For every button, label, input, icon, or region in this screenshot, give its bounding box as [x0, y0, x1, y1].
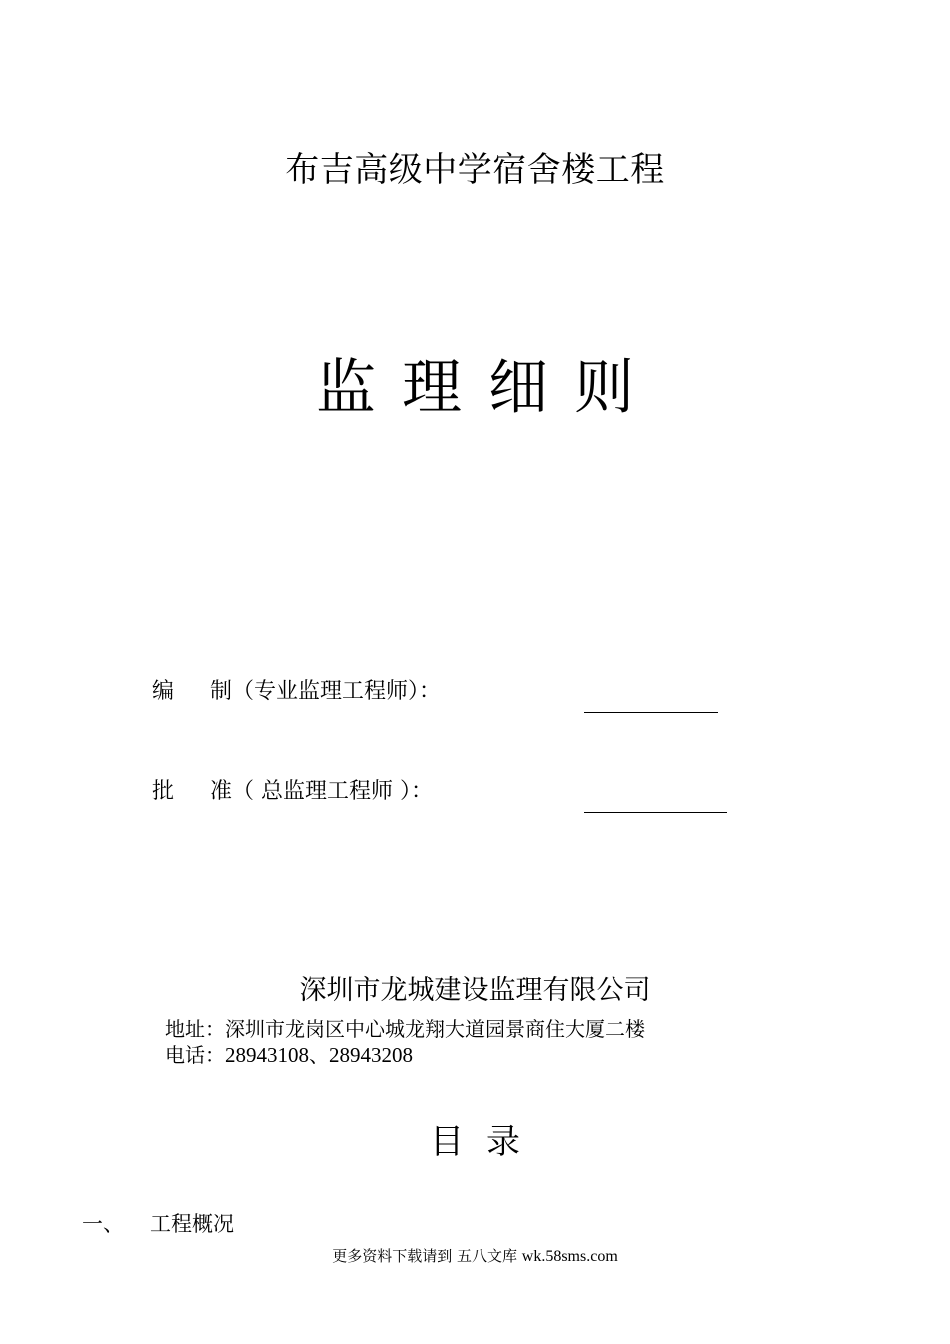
company-name: 深圳市龙城建设监理有限公司: [299, 975, 651, 1006]
approver-signature-row: [152, 774, 433, 805]
toc-item-number: 一、: [82, 1212, 124, 1236]
toc-title: 目录: [430, 1122, 542, 1162]
approver-role-label: （ 总监理工程师 ）：: [232, 779, 434, 804]
compiler-role-char-2: 制: [210, 679, 233, 704]
phone-number-1: 28943108: [225, 1043, 309, 1067]
approver-role-char-2: 准: [210, 779, 233, 804]
toc-item-text[interactable]: 工程概况: [150, 1212, 234, 1236]
compiler-signature-line[interactable]: [584, 712, 718, 713]
phone-label: 电话：: [165, 1043, 225, 1067]
compiler-role-char-1: 编: [152, 679, 175, 704]
footer-site-link[interactable]: wk.58sms.com: [521, 1248, 618, 1265]
footer-note: [0, 1245, 950, 1266]
compiler-role-label: （专业监理工程师）：: [232, 679, 442, 704]
company-address: [165, 1013, 645, 1042]
address-value: 深圳市龙岗区中心城龙翔大道园景商住大厦二楼: [225, 1017, 645, 1041]
phone-separator: 、: [309, 1043, 329, 1067]
document-title: 监理细则: [316, 353, 660, 423]
phone-number-2: 28943208: [329, 1043, 413, 1067]
compiler-signature-row: [152, 674, 441, 705]
company-phone: [165, 1039, 413, 1068]
footer-text: 更多资料下载请到 五八文库: [332, 1247, 522, 1265]
project-title: 布吉高级中学宿舍楼工程: [285, 150, 665, 190]
address-label: 地址：: [165, 1017, 225, 1041]
approver-role-char-1: 批: [152, 779, 175, 804]
approver-signature-line[interactable]: [584, 812, 727, 813]
